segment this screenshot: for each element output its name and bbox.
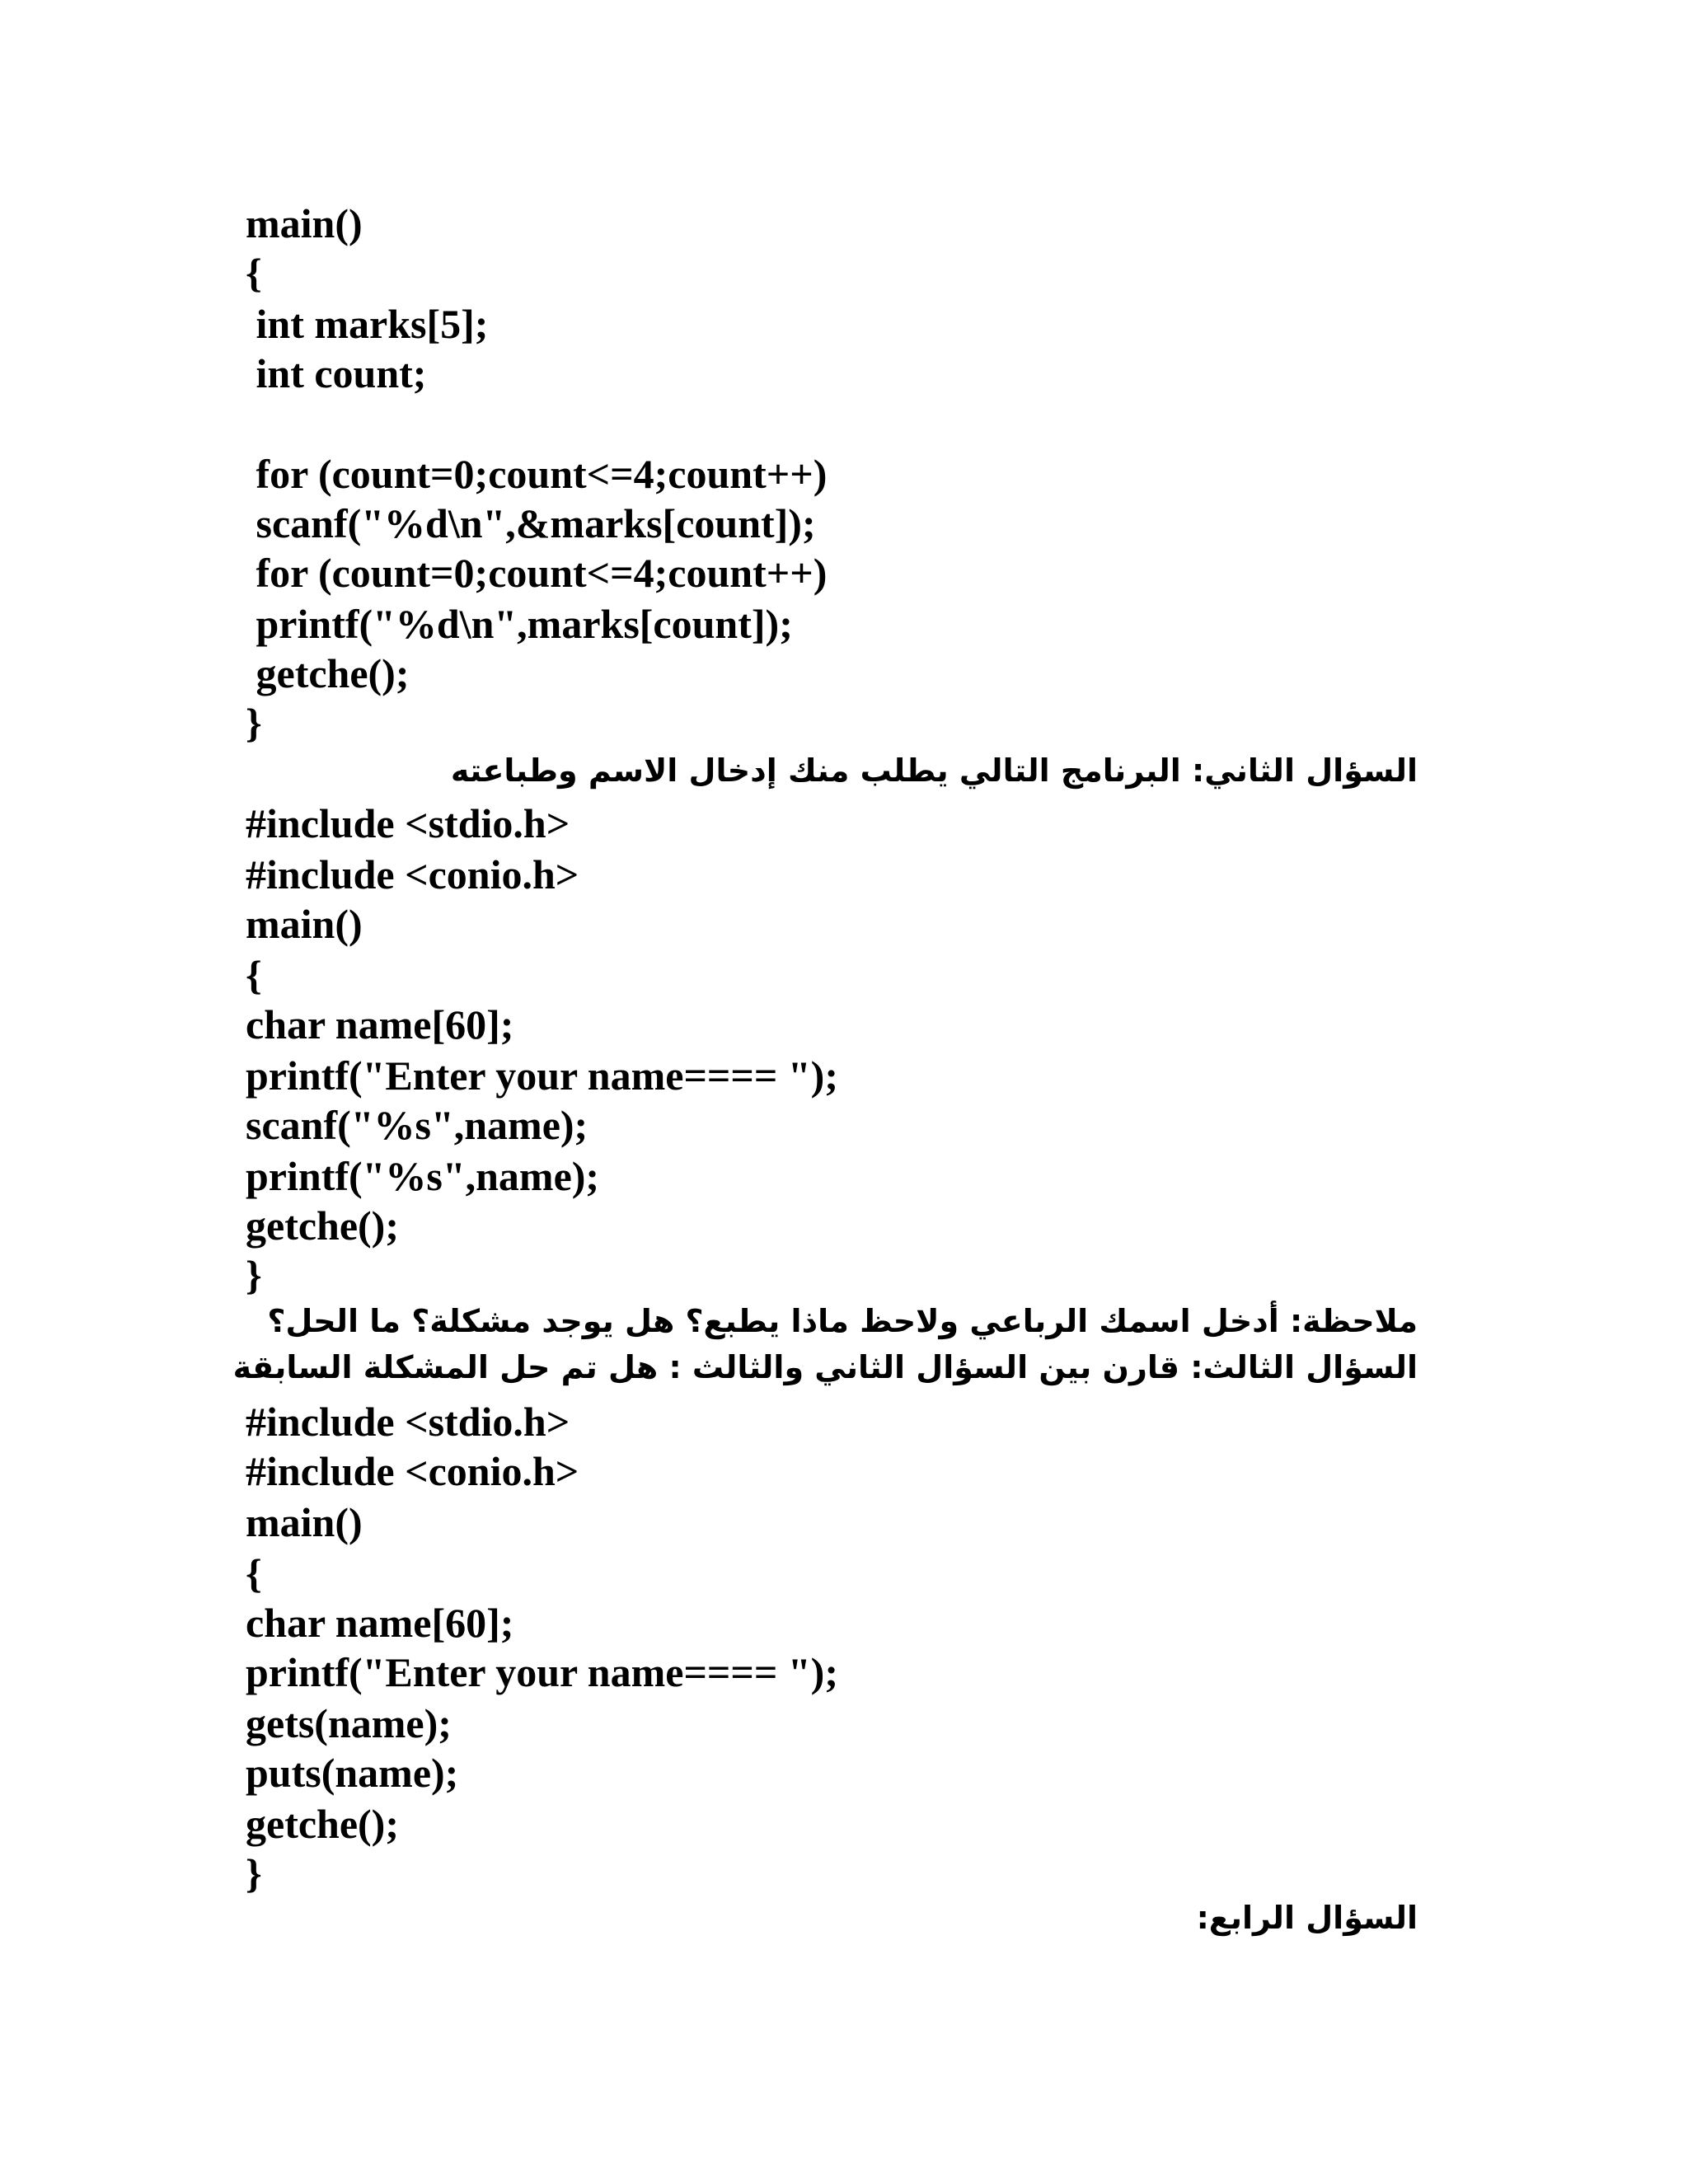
code-line: int marks[5]; xyxy=(246,301,489,347)
code-line: } xyxy=(246,1850,262,1896)
code-line: printf("Enter your name==== "); xyxy=(246,1052,838,1099)
code-line: scanf("%s",name); xyxy=(246,1102,588,1148)
code-line: #include <stdio.h> xyxy=(246,800,570,846)
code-line: #include <conio.h> xyxy=(246,1448,579,1494)
code-line: getche(); xyxy=(246,650,410,696)
code-line: printf("%d\n",marks[count]); xyxy=(246,601,793,647)
question2-heading: السؤال الثاني: البرنامج التالي يطلب منك إدخال الاسم وطباعته xyxy=(450,752,1418,789)
code-line: #include <conio.h> xyxy=(246,851,579,898)
code-line: char name[60]; xyxy=(246,1001,514,1047)
code-line: printf("Enter your name==== "); xyxy=(246,1649,838,1695)
code-line: getche(); xyxy=(246,1801,399,1847)
code-line: gets(name); xyxy=(246,1700,452,1746)
code-line: { xyxy=(246,250,262,296)
question4-heading: السؤال الرابع: xyxy=(1196,1900,1418,1936)
code-line: } xyxy=(246,1252,262,1298)
code-line: scanf("%d\n",&marks[count]); xyxy=(246,500,816,546)
code-line: { xyxy=(246,1550,262,1596)
code-line: #include <stdio.h> xyxy=(246,1399,570,1445)
code-line: main() xyxy=(246,901,363,947)
code-line: for (count=0;count<=4;count++) xyxy=(246,451,828,497)
code-line: getche(); xyxy=(246,1202,399,1249)
code-line: puts(name); xyxy=(246,1750,459,1796)
code-line: main() xyxy=(246,200,363,246)
note-text: ملاحظة: أدخل اسمك الرباعي ولاحظ ماذا يطبع؟ هل يوجد مشكلة؟ ما الحل؟ xyxy=(267,1303,1418,1339)
code-line: printf("%s",name); xyxy=(246,1153,600,1199)
question3-heading: السؤال الثالث: قارن بين السؤال الثاني والثالث : هل تم حل المشكلة السابقة xyxy=(232,1349,1418,1385)
code-line: for (count=0;count<=4;count++) xyxy=(246,550,828,596)
code-line: int count; xyxy=(246,350,427,396)
code-line: char name[60]; xyxy=(246,1600,514,1646)
code-line: { xyxy=(246,952,262,998)
code-line: } xyxy=(246,700,262,746)
code-line: main() xyxy=(246,1499,363,1545)
